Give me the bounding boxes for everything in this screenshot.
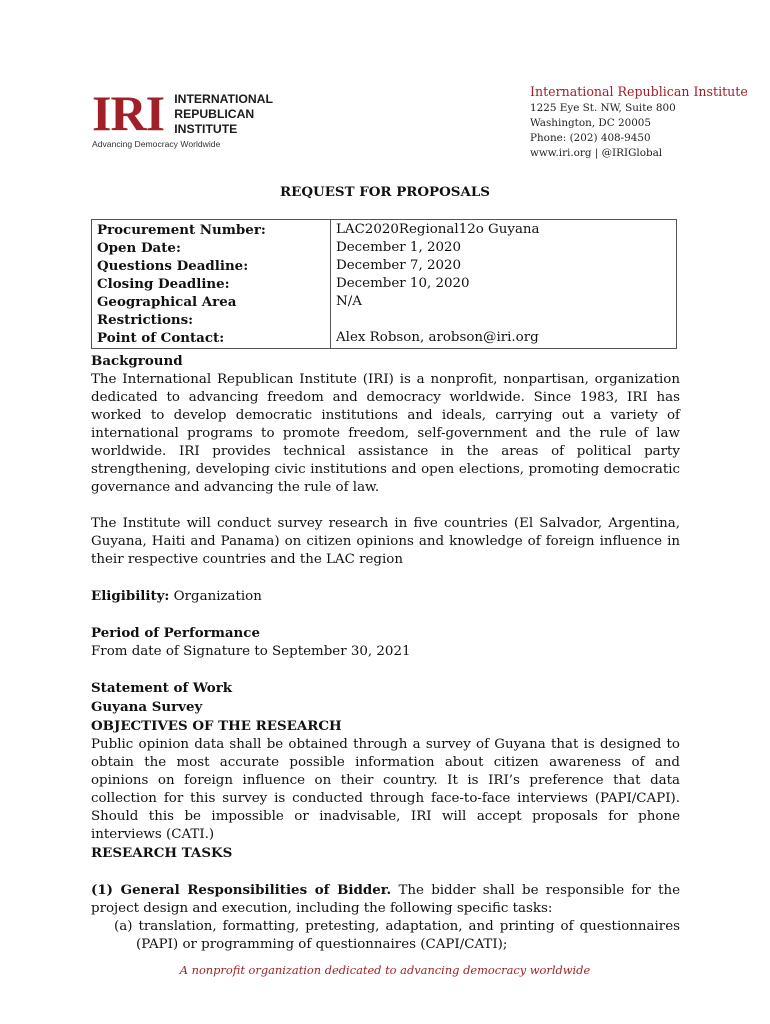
table-value: Alex Robson, arobson@iri.org bbox=[331, 329, 677, 349]
table-value: LAC2020Regional12o Guyana bbox=[331, 220, 677, 240]
responsibility-label: (1) General Responsibilities of Bidder. bbox=[91, 882, 392, 898]
table-key: Geographical Area Restrictions: bbox=[92, 293, 331, 329]
eligibility-label: Eligibility: bbox=[91, 588, 170, 604]
address-org: International Republican Institute bbox=[530, 84, 748, 99]
logo-mark: IRI bbox=[92, 85, 165, 141]
eligibility-line bbox=[91, 587, 680, 606]
background-paragraph-2: The Institute will conduct survey research in five countries (El Salvador, Argentina, Guyana, Haiti and Panama) on citizen opinions and knowledge of foreign influence in their respective countries and the LAC region bbox=[91, 516, 680, 567]
table-row bbox=[92, 220, 677, 240]
table-value: December 1, 2020 bbox=[331, 239, 677, 257]
address-block bbox=[530, 84, 748, 161]
table-row bbox=[92, 275, 677, 293]
address-line2: Washington, DC 20005 bbox=[530, 117, 652, 129]
sow-heading: Statement of Work bbox=[91, 680, 233, 696]
table-row bbox=[92, 329, 677, 349]
eligibility-value: Organization bbox=[169, 589, 262, 604]
procurement-table bbox=[91, 219, 677, 349]
objectives-heading: OBJECTIVES OF THE RESEARCH bbox=[91, 718, 342, 734]
table-key: Procurement Number: bbox=[92, 220, 331, 240]
table-key: Questions Deadline: bbox=[92, 257, 331, 275]
logo-name-line3: INSTITUTE bbox=[174, 122, 238, 136]
period-heading: Period of Performance bbox=[91, 625, 260, 641]
table-value: N/A bbox=[331, 293, 677, 329]
logo-tagline: Advancing Democracy Worldwide bbox=[92, 139, 221, 149]
background-paragraph-1: The International Republican Institute (IRI) is a nonprofit, nonpartisan, organization dedicated to advancing freedom and democracy worldwide. Since 1983, IRI has worked to develop democratic institutions and ideals, carrying out a variety of international programs to promote freedom, self-government and the rule of law worldwide. IRI provides technical assistance in the areas of political party strengthening, developing civic institutions and open elections, promoting democratic governance and advancing the rule of law. bbox=[91, 372, 680, 495]
iri-logo bbox=[92, 85, 273, 149]
footer-tagline: A nonprofit organization dedicated to advancing democracy worldwide bbox=[179, 963, 591, 977]
table-row bbox=[92, 239, 677, 257]
table-key: Point of Contact: bbox=[92, 329, 331, 349]
address-line3: Phone: (202) 408-9450 bbox=[530, 132, 651, 144]
logo-name-line1: INTERNATIONAL bbox=[174, 92, 273, 106]
table-value: December 10, 2020 bbox=[331, 275, 677, 293]
table-key: Closing Deadline: bbox=[92, 275, 331, 293]
table-key: Open Date: bbox=[92, 239, 331, 257]
document-body bbox=[91, 352, 680, 954]
task-a: (a) translation, formatting, pretesting, adaptation, and printing of questionnaires (PAPI) or programming of questionnaires (CAPI/CATI); bbox=[114, 919, 680, 952]
logo-name bbox=[174, 92, 273, 137]
sow-subheading: Guyana Survey bbox=[91, 699, 203, 715]
background-heading: Background bbox=[91, 353, 183, 369]
table-row bbox=[92, 257, 677, 275]
document-title: REQUEST FOR PROPOSALS bbox=[280, 184, 490, 200]
period-value: From date of Signature to September 30, 2021 bbox=[91, 644, 411, 659]
responsibility-text: The bidder shall be responsible for the project design and execution, including the following specific tasks: bbox=[91, 883, 680, 916]
objectives-text: Public opinion data shall be obtained through a survey of Guyana that is designed to obtain the most accurate possible information about citizen awareness of and opinions on foreign influence on their country. It is IRI’s preference that data collection for this survey is conducted through face-to-face interviews (PAPI/CAPI). Should this be impossible or inadvisable, IRI will accept proposals for phone interviews (CATI.) bbox=[91, 737, 680, 842]
tasks-heading: RESEARCH TASKS bbox=[91, 845, 233, 861]
responsibility-paragraph bbox=[91, 881, 680, 918]
address-line4: www.iri.org | @IRIGlobal bbox=[530, 147, 663, 159]
table-value: December 7, 2020 bbox=[331, 257, 677, 275]
table-row bbox=[92, 293, 677, 329]
logo-name-line2: REPUBLICAN bbox=[174, 107, 255, 121]
address-line1: 1225 Eye St. NW, Suite 800 bbox=[530, 102, 676, 114]
